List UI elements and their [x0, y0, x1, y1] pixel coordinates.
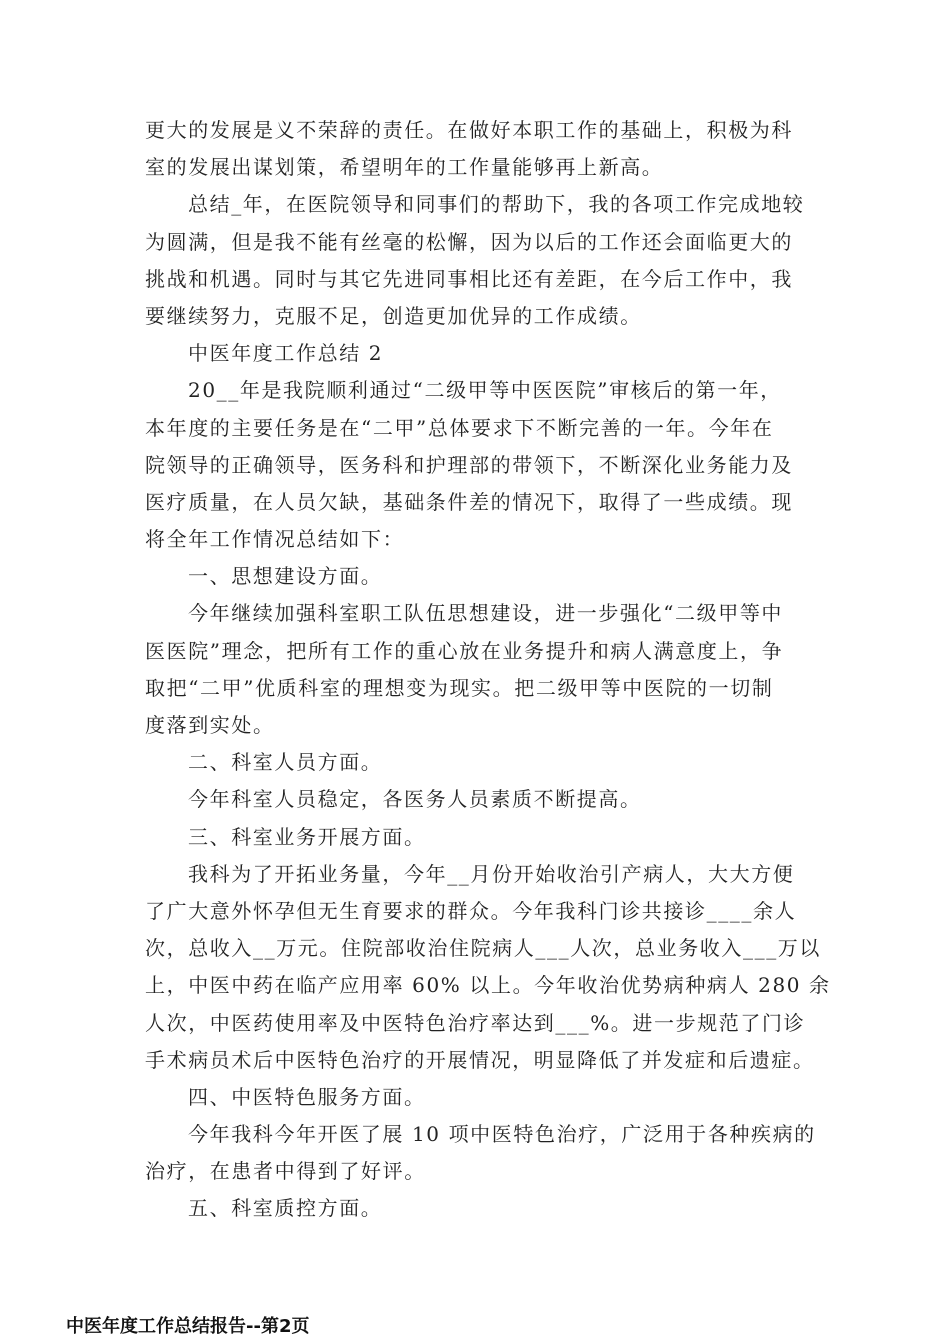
text-line: 三、科室业务开展方面。: [188, 824, 426, 849]
text-line: 一、思想建设方面。: [188, 564, 383, 589]
text-line: 治疗，在患者中得到了好评。: [145, 1159, 426, 1184]
text-line: 今年我科今年开医了展 10 项中医特色治疗，广泛用于各种疾病的: [188, 1122, 816, 1147]
text-line: 更大的发展是义不荣辞的责任。在做好本职工作的基础上，积极为科: [145, 118, 793, 142]
text-line: 取把“二甲”优质科室的理想变为现实。把二级甲等中医院的一切制: [145, 675, 774, 700]
text-line: 本年度的主要任务是在“二甲”总体要求下不断完善的一年。今年在: [145, 415, 774, 440]
text-line: 医疗质量，在人员欠缺，基础条件差的情况下，取得了一些成绩。现: [145, 489, 793, 514]
text-line: 四、中医特色服务方面。: [188, 1084, 426, 1109]
text-line: 上，中医中药在临产应用率 60% 以上。今年收治优势病种病人 280 余: [145, 973, 831, 998]
text-line: 次，总收入__万元。住院部收治住院病人___人次，总业务收入___万以: [145, 936, 821, 961]
text-line: 我科为了开拓业务量，今年__月份开始收治引产病人，大大方便: [188, 861, 795, 886]
text-line: 今年科室人员稳定，各医务人员素质不断提高。: [188, 787, 642, 812]
text-line: 人次，中医药使用率及中医特色治疗率达到___%。进一步规范了门诊: [145, 1010, 806, 1035]
text-line: 医医院”理念，把所有工作的重心放在业务提升和病人满意度上，争: [145, 638, 784, 663]
text-line: 总结_年，在医院领导和同事们的帮助下，我的各项工作完成地较: [188, 192, 805, 217]
document-body: [145, 112, 831, 1228]
text-line: 院领导的正确领导，医务科和护理部的带领下，不断深化业务能力及: [145, 452, 793, 477]
text-line: 为圆满，但是我不能有丝毫的松懈，因为以后的工作还会面临更大的: [145, 229, 793, 254]
text-line: 20__年是我院顺利通过“二级甲等中医医院”审核后的第一年，: [188, 378, 782, 403]
text-line: 了广大意外怀孕但无生育要求的群众。今年我科门诊共接诊____余人: [145, 898, 797, 923]
text-line: 手术病员术后中医特色治疗的开展情况，明显降低了并发症和后遗症。: [145, 1047, 815, 1072]
text-line: 要继续努力，克服不足，创造更加优异的工作成绩。: [145, 303, 642, 328]
text-line: 将全年工作情况总结如下：: [145, 527, 405, 552]
text-line: 二、科室人员方面。: [188, 750, 383, 775]
text-line: 中医年度工作总结 2: [188, 341, 384, 366]
text-line: 度落到实处。: [145, 713, 275, 737]
text-line: 挑战和机遇。同时与其它先进同事相比还有差距，在今后工作中，我: [145, 266, 793, 291]
text-line: 今年继续加强科室职工队伍思想建设，进一步强化“二级甲等中: [188, 601, 784, 626]
text-line: 室的发展出谋划策，希望明年的工作量能够再上新高。: [145, 155, 664, 180]
text-line: 五、科室质控方面。: [188, 1196, 383, 1221]
page-footer: 中医年度工作总结报告--第2页: [66, 1316, 310, 1337]
